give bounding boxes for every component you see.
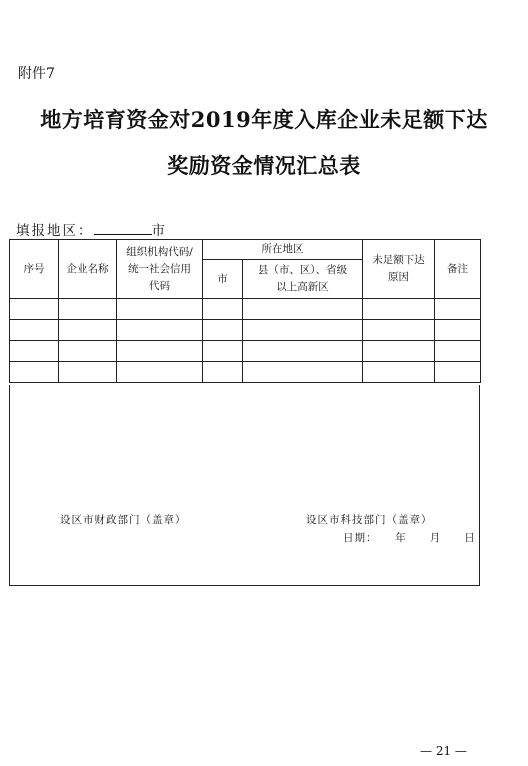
table-cell[interactable] [117,299,203,320]
header-remark: 备注 [435,240,481,299]
date-line: 日期： 年 月 日 [343,532,476,544]
header-reason-line1: 未足额下达 [372,254,425,266]
table-cell[interactable] [243,362,363,383]
table-cell[interactable] [363,341,435,362]
document-title-line1: 地方培育资金对2019年度入库企业未足额下达 [40,107,488,132]
fill-region-blank [94,222,152,235]
fill-region-line [16,219,167,239]
table-cell[interactable] [243,299,363,320]
table-cell[interactable] [59,299,117,320]
table-cell[interactable] [59,341,117,362]
header-county [243,260,363,299]
tech-dept-seal: 设区市科技部门（盖章） [306,514,433,526]
header-city: 市 [203,260,243,299]
header-code-line2: 统一社会信用 [128,262,191,275]
table-cell[interactable] [117,320,203,341]
header-company: 企业名称 [59,240,117,299]
page-number: — 21 — [420,744,467,758]
header-region: 所在地区 [203,240,363,260]
table-cell[interactable] [59,362,117,383]
header-county-line1: 县（市、区）、省级 [257,264,348,276]
fill-region-suffix: 市 [151,223,167,239]
header-county-line2: 以上高新区 [276,281,329,293]
document-title-line2: 奖励资金情况汇总表 [167,153,361,178]
header-reason [363,240,435,299]
table-cell[interactable] [10,320,59,341]
table-cell[interactable] [203,320,243,341]
table-cell[interactable] [363,299,435,320]
table-cell[interactable] [10,299,59,320]
table-cell[interactable] [363,320,435,341]
table-cell[interactable] [203,341,243,362]
finance-dept-seal: 设区市财政部门（盖章） [60,514,187,526]
header-code-line3: 代码 [149,279,170,292]
table-cell[interactable] [10,341,59,362]
table-cell[interactable] [10,362,59,383]
table-cell[interactable] [243,320,363,341]
table-cell[interactable] [203,362,243,383]
table-row [10,299,481,320]
signature-box [9,385,480,586]
header-code-line1: 组织机构代码/ [126,245,193,258]
table-cell[interactable] [435,362,481,383]
table-cell[interactable] [363,362,435,383]
table-row [10,320,481,341]
fill-region-label: 填报地区： [16,223,94,239]
table-cell[interactable] [203,299,243,320]
attachment-label: 附件7 [18,66,55,82]
table-cell[interactable] [435,320,481,341]
header-code [117,240,203,299]
table-cell[interactable] [243,341,363,362]
table-row [10,362,481,383]
table-cell[interactable] [59,320,117,341]
table-cell[interactable] [117,341,203,362]
table-cell[interactable] [117,362,203,383]
header-reason-line2: 原因 [388,271,409,283]
table-cell[interactable] [435,299,481,320]
table-row [10,341,481,362]
header-seq: 序号 [10,240,59,299]
table-cell[interactable] [435,341,481,362]
summary-table [9,239,481,383]
